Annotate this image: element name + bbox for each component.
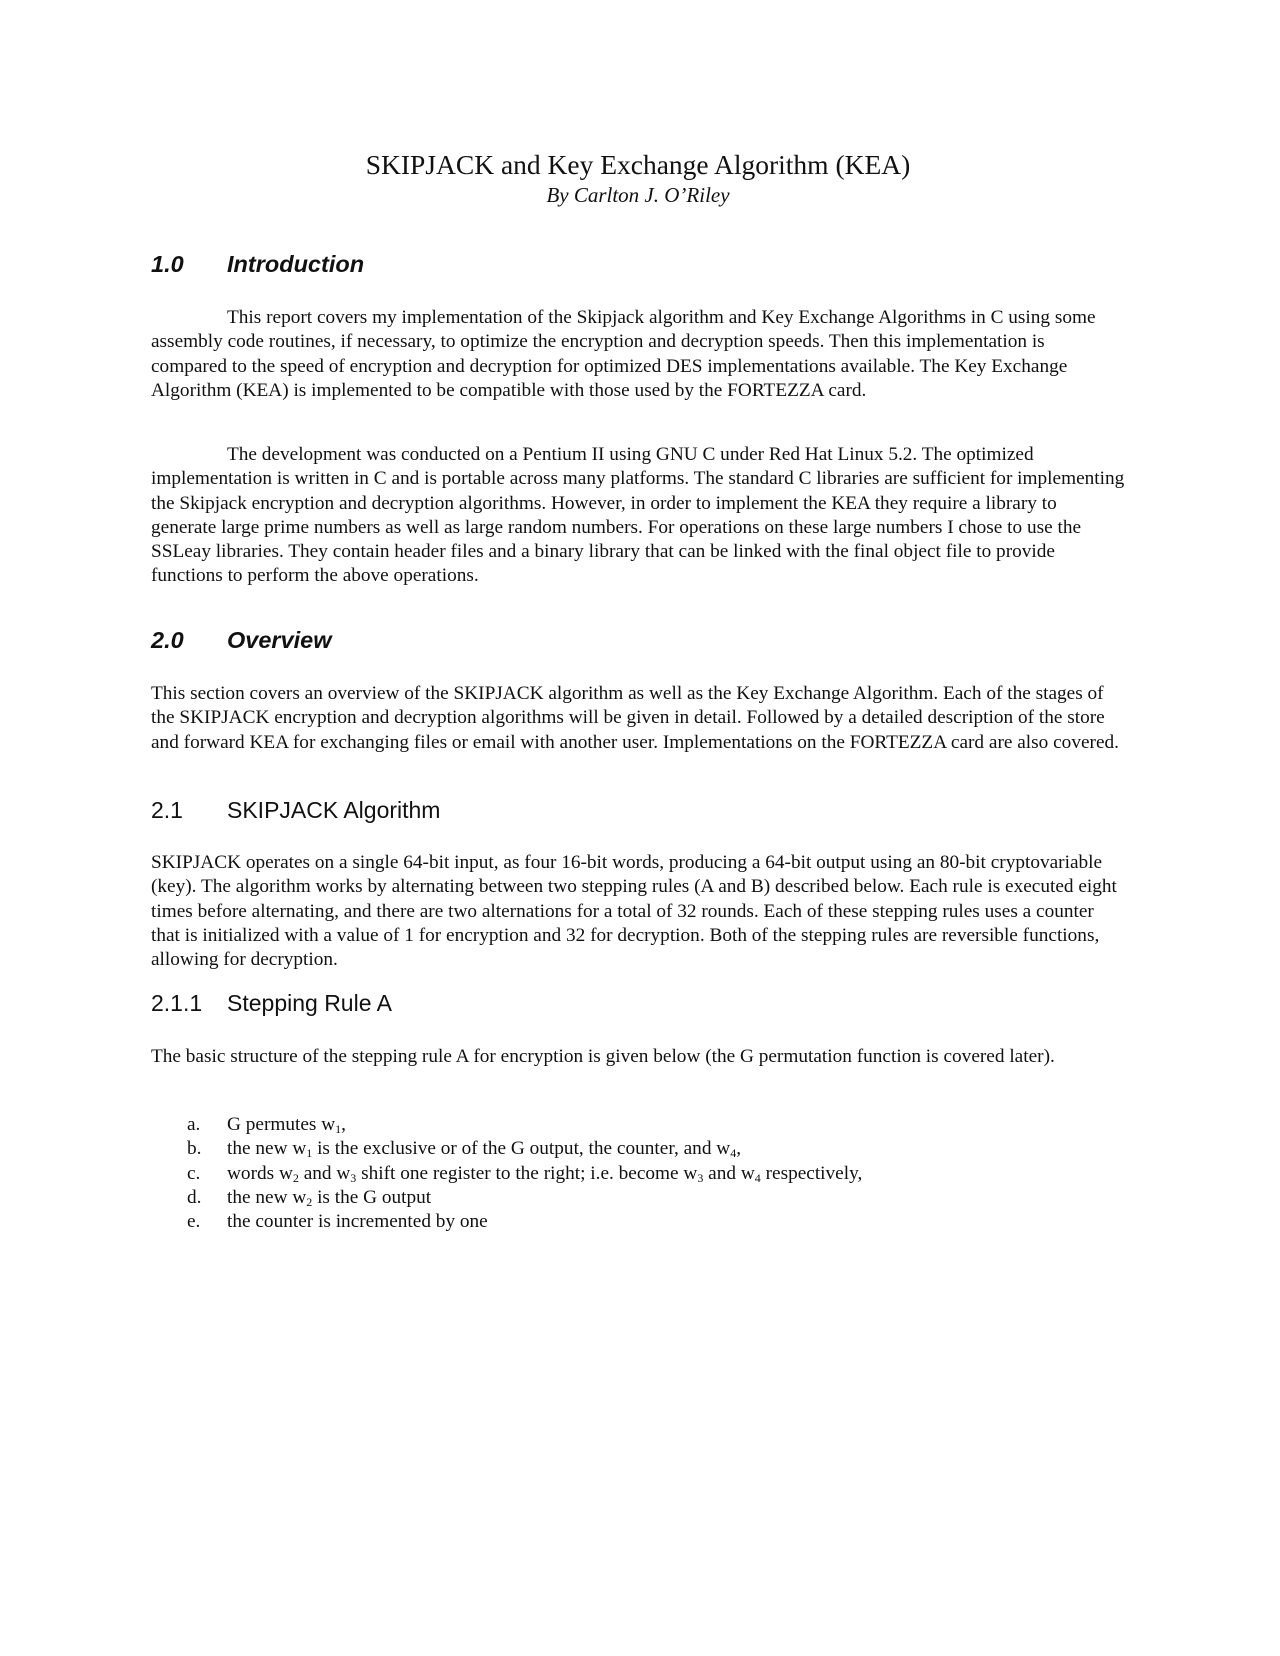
- intro-paragraph-2: The development was conducted on a Pentium II using GNU C under Red Hat Linux 5.2. The optimized implementation is written in C and is portable across many platforms. The standard C libraries are sufficient for implementing the Skipjack encryption and decryption algorithms. However, in order to implement the KEA they require a library to generate large prime numbers as well as large random numbers. For operations on these large numbers I chose to use the SSLeay libraries. They contain header files and a binary library that can be linked with the final object file to provide functions to perform the above operations.: [151, 444, 1125, 587]
- list-item: d. the new $w_2$ is the G output: [187, 1186, 432, 1209]
- heading-title: SKIPJACK Algorithm: [227, 797, 441, 823]
- title-block: [151, 148, 1125, 208]
- stepping-rule-a-steps: [151, 1113, 1125, 1234]
- heading-introduction: [151, 250, 364, 278]
- heading-stepping-rule-a: [151, 989, 392, 1017]
- heading-title: Introduction: [227, 251, 365, 277]
- list-marker: c.: [187, 1162, 201, 1184]
- list-item: a. G permutes $w_1$,: [187, 1114, 346, 1136]
- heading-overview: [151, 626, 332, 654]
- list-item: b. the new $w_1$ is the exclusive or of the G output, the counter, and $w_4$,: [187, 1138, 742, 1161]
- heading-skipjack-algorithm: [151, 796, 440, 824]
- list-marker: e.: [187, 1211, 201, 1233]
- heading-number: 2.1: [151, 797, 183, 823]
- heading-title: Overview: [227, 627, 332, 653]
- list-item: e. the counter is incremented by one: [151, 1210, 1125, 1234]
- document-author: By Carlton J. O’Riley: [546, 183, 730, 207]
- heading-number: 2.1.1: [151, 990, 203, 1016]
- heading-number: 2.0: [151, 627, 184, 653]
- heading-number: 1.0: [151, 251, 184, 277]
- intro-paragraph-1: This report covers my implementation of the Skipjack algorithm and Key Exchange Algorithms in C using some assembly code routines, if necessary, to optimize the encryption and decryption speeds. Then this implementation is compared to the speed of encryption and decryption for optimized DES implementations available. The Key Exchange Algorithm (KEA) is implemented to be compatible with those used by the FORTEZZA card.: [151, 307, 1096, 401]
- overview-paragraph: This section covers an overview of the SKIPJACK algorithm as well as the Key Exchange Algorithm. Each of the stages of the SKIPJACK encryption and decryption algorithms will be given in detail. Followed by a detailed description of the store and forward KEA for exchanging files or email with another user. Implementations on the FORTEZZA card are also covered.: [151, 683, 1119, 753]
- list-item: c. words $w_2$ and $w_3$ shift one register to the right; i.e. become $w_3$ and $w_4$ respectively,: [187, 1162, 863, 1185]
- list-marker: a.: [187, 1114, 201, 1135]
- list-marker: d.: [187, 1186, 202, 1208]
- skipjack-paragraph: SKIPJACK operates on a single 64-bit input, as four 16-bit words, producing a 64-bit output using an 80-bit cryptovariable (key). The algorithm works by alternating between two stepping rules (A and B) described below. Each rule is executed eight times before alternating, and there are two alternations for a total of 32 rounds. Each of these stepping rules uses a counter that is initialized with a value of 1 for encryption and 32 for decryption. Both of the stepping rules are reversible functions, allowing for decryption.: [151, 852, 1117, 971]
- list-marker: b.: [187, 1138, 202, 1160]
- document-title: SKIPJACK and Key Exchange Algorithm (KEA): [365, 149, 911, 180]
- stepping-rule-a-paragraph: The basic structure of the stepping rule A for encryption is given below (the G permutation function is covered later).: [151, 1046, 1055, 1067]
- heading-title: Stepping Rule A: [227, 990, 392, 1016]
